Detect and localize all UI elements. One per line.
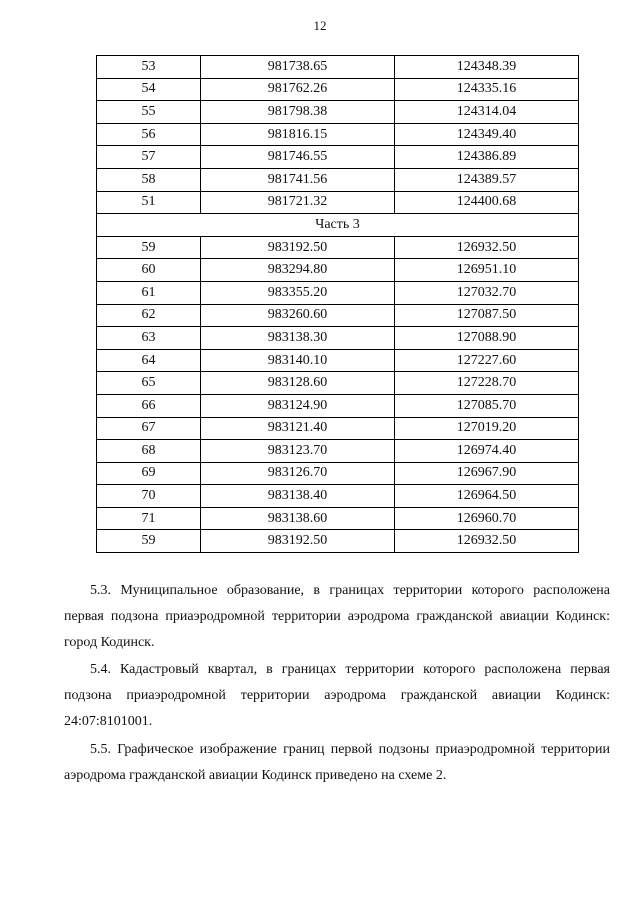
x-coordinate-cell: 981738.65 — [201, 56, 395, 79]
x-coordinate-cell: 981816.15 — [201, 123, 395, 146]
x-coordinate-cell: 981798.38 — [201, 101, 395, 124]
x-coordinate-cell: 983138.60 — [201, 507, 395, 530]
y-coordinate-cell: 126932.50 — [395, 236, 579, 259]
coordinates-table-body — [97, 56, 579, 553]
x-coordinate-cell: 981746.55 — [201, 146, 395, 169]
table-row — [97, 146, 579, 169]
table-row — [97, 101, 579, 124]
y-coordinate-cell: 127227.60 — [395, 349, 579, 372]
paragraph-5-3 — [64, 578, 610, 656]
x-coordinate-cell: 983355.20 — [201, 281, 395, 304]
y-coordinate-cell: 126974.40 — [395, 440, 579, 463]
table-row — [97, 507, 579, 530]
y-coordinate-cell: 127085.70 — [395, 394, 579, 417]
table-row — [97, 485, 579, 508]
table-row — [97, 78, 579, 101]
y-coordinate-cell: 127087.50 — [395, 304, 579, 327]
point-number-cell: 64 — [97, 349, 201, 372]
y-coordinate-cell: 126960.70 — [395, 507, 579, 530]
point-number-cell: 53 — [97, 56, 201, 79]
table-row — [97, 530, 579, 553]
y-coordinate-cell: 126951.10 — [395, 259, 579, 282]
point-number-cell: 68 — [97, 440, 201, 463]
y-coordinate-cell: 127088.90 — [395, 327, 579, 350]
y-coordinate-cell: 124348.39 — [395, 56, 579, 79]
table-row — [97, 394, 579, 417]
point-number-cell: 63 — [97, 327, 201, 350]
y-coordinate-cell: 124335.16 — [395, 78, 579, 101]
x-coordinate-cell: 983138.40 — [201, 485, 395, 508]
y-coordinate-cell: 126932.50 — [395, 530, 579, 553]
point-number-cell: 58 — [97, 168, 201, 191]
point-number-cell: 69 — [97, 462, 201, 485]
paragraph-5-5-text: 5.5. Графическое изображение границ первой подзоны приаэродромной территории аэродрома гражданской авиации Кодинск приведено на схеме 2. — [64, 742, 610, 783]
table-row — [97, 349, 579, 372]
y-coordinate-cell: 127228.70 — [395, 372, 579, 395]
table-row — [97, 440, 579, 463]
section-row — [97, 214, 579, 237]
point-number-cell: 56 — [97, 123, 201, 146]
x-coordinate-cell: 983192.50 — [201, 236, 395, 259]
x-coordinate-cell: 983128.60 — [201, 372, 395, 395]
y-coordinate-cell: 126967.90 — [395, 462, 579, 485]
point-number-cell: 59 — [97, 236, 201, 259]
paragraph-5-4 — [64, 657, 610, 735]
table-row — [97, 56, 579, 79]
point-number-cell: 62 — [97, 304, 201, 327]
table-row — [97, 417, 579, 440]
point-number-cell: 71 — [97, 507, 201, 530]
point-number-cell: 57 — [97, 146, 201, 169]
x-coordinate-cell: 983140.10 — [201, 349, 395, 372]
x-coordinate-cell: 983294.80 — [201, 259, 395, 282]
y-coordinate-cell: 124349.40 — [395, 123, 579, 146]
point-number-cell: 61 — [97, 281, 201, 304]
table-row — [97, 259, 579, 282]
point-number-cell: 55 — [97, 101, 201, 124]
table-row — [97, 304, 579, 327]
y-coordinate-cell: 124400.68 — [395, 191, 579, 214]
coordinates-table — [96, 55, 579, 553]
table-row — [97, 236, 579, 259]
x-coordinate-cell: 983124.90 — [201, 394, 395, 417]
y-coordinate-cell: 127019.20 — [395, 417, 579, 440]
point-number-cell: 60 — [97, 259, 201, 282]
x-coordinate-cell: 981721.32 — [201, 191, 395, 214]
y-coordinate-cell: 124389.57 — [395, 168, 579, 191]
point-number-cell: 51 — [97, 191, 201, 214]
y-coordinate-cell: 127032.70 — [395, 281, 579, 304]
y-coordinate-cell: 124314.04 — [395, 101, 579, 124]
x-coordinate-cell: 983138.30 — [201, 327, 395, 350]
table-row — [97, 168, 579, 191]
x-coordinate-cell: 983123.70 — [201, 440, 395, 463]
point-number-cell: 66 — [97, 394, 201, 417]
x-coordinate-cell: 983126.70 — [201, 462, 395, 485]
x-coordinate-cell: 983192.50 — [201, 530, 395, 553]
point-number-cell: 54 — [97, 78, 201, 101]
paragraph-5-3-text: 5.3. Муниципальное образование, в границах территории которого расположена первая подзона приаэродромной территории аэродрома гражданской авиации Кодинск: город Кодинск. — [64, 583, 610, 650]
page-number: 12 — [313, 18, 327, 33]
paragraph-5-5 — [64, 737, 610, 789]
table-row — [97, 123, 579, 146]
x-coordinate-cell: 981741.56 — [201, 168, 395, 191]
point-number-cell: 70 — [97, 485, 201, 508]
table-row — [97, 462, 579, 485]
x-coordinate-cell: 983260.60 — [201, 304, 395, 327]
table-row — [97, 372, 579, 395]
x-coordinate-cell: 983121.40 — [201, 417, 395, 440]
table-row — [97, 191, 579, 214]
paragraph-5-4-text: 5.4. Кадастровый квартал, в границах территории которого расположена первая подзона приаэродромной территории аэродрома гражданской авиации Кодинск: 24:07:8101001. — [64, 662, 610, 729]
x-coordinate-cell: 981762.26 — [201, 78, 395, 101]
table-row — [97, 281, 579, 304]
table-row — [97, 327, 579, 350]
point-number-cell: 59 — [97, 530, 201, 553]
point-number-cell: 65 — [97, 372, 201, 395]
y-coordinate-cell: 124386.89 — [395, 146, 579, 169]
y-coordinate-cell: 126964.50 — [395, 485, 579, 508]
point-number-cell: 67 — [97, 417, 201, 440]
section-label: Часть 3 — [97, 214, 579, 237]
